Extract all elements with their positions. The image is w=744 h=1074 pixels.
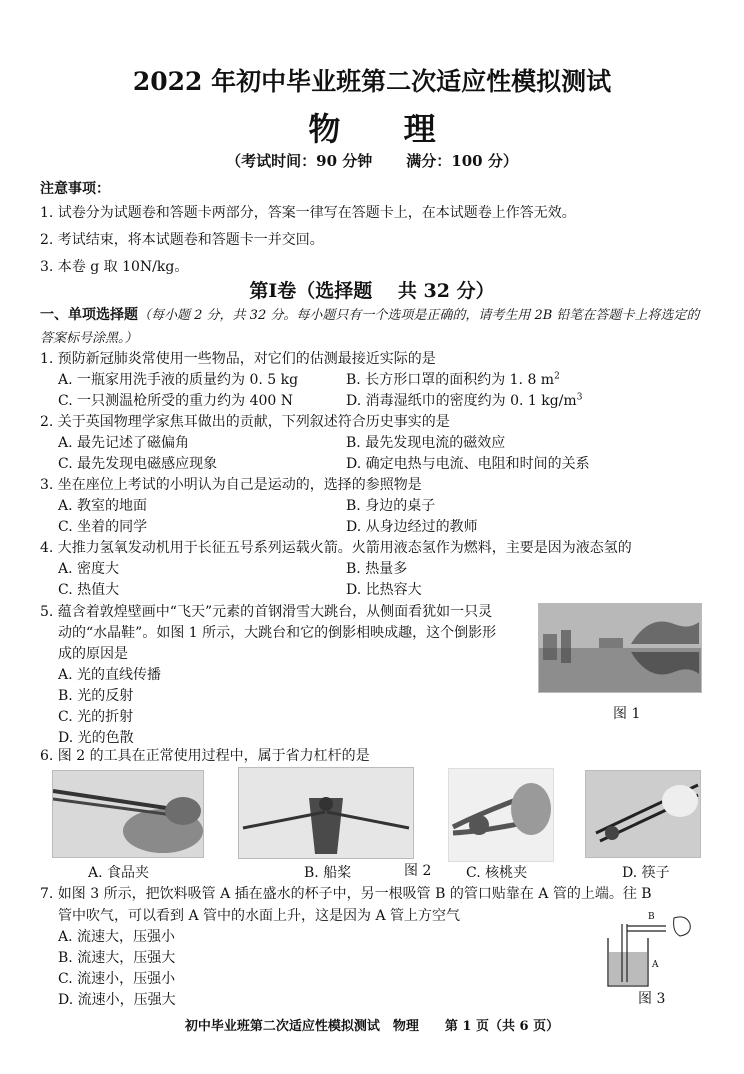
note-3: 3. 本卷 g 取 10N/kg。 (40, 259, 189, 275)
exam-info (0, 150, 744, 171)
question-5-stem-line-3: 成的原因是 (58, 646, 128, 662)
q7-option-c: C. 流速小，压强小 (58, 971, 176, 987)
figure-3-caption: 图 3 (638, 991, 666, 1007)
question-1-stem: 1. 预防新冠肺炎常使用一些物品，对它们的估测最接近实际的是 (40, 351, 436, 367)
note-1: 1. 试卷分为试题卷和答题卡两部分，答案一律写在答题卡上，在本试题卷上作答无效。 (40, 205, 576, 221)
q2-option-b: B. 最先发现电流的磁效应 (346, 435, 506, 451)
q1-option-c: C. 一只测温枪所受的重力约为 400 N (58, 393, 293, 409)
figure-2-caption: 图 2 (404, 863, 432, 879)
q6-option-d: D. 筷子 (622, 865, 670, 881)
q1-option-a: A. 一瓶家用洗手液的质量约为 0. 5 kg (58, 372, 299, 388)
section-instruction (40, 304, 704, 350)
q3-option-b: B. 身边的桌子 (346, 498, 436, 514)
exam-score: 满分：100 分） (406, 152, 518, 170)
question-5-stem-line-2: 动的“水晶鞋”。如图 1 所示，大跳台和它的倒影相映成趣，这个倒影形 (58, 625, 497, 641)
question-3-stem: 3. 坐在座位上考试的小明认为自己是运动的，选择的参照物是 (40, 477, 422, 493)
exam-title: 2022 年初中毕业班第二次适应性模拟测试 (132, 67, 612, 96)
q5-option-d: D. 光的色散 (58, 730, 134, 746)
q6-option-b: B. 船桨 (304, 865, 352, 881)
question-4-stem: 4. 大推力氢氧发动机用于长征五号系列运载火箭。火箭用液态氢作为燃料，主要是因为液态氢的 (40, 540, 632, 556)
question-7-stem-line-2: 管中吹气，可以看到 A 管中的水面上升，这是因为 A 管上方空气 (58, 908, 461, 924)
q5-option-c: C. 光的折射 (58, 709, 134, 725)
part-title: 第Ⅰ卷（选择题 共 32 分） (249, 280, 495, 302)
question-2-stem: 2. 关于英国物理学家焦耳做出的贡献，下列叙述符合历史事实的是 (40, 414, 450, 430)
question-7-stem-line-1: 7. 如图 3 所示，把饮料吸管 A 插在盛水的杯子中，另一根吸管 B 的管口贴靠在 A 管的上端。往 B (40, 886, 652, 902)
figure-1-ski-jump-photo (538, 603, 702, 693)
q3-option-a: A. 教室的地面 (58, 498, 148, 514)
page-footer: 初中毕业班第二次适应性模拟测试 物理 第 1 页（共 6 页） (184, 1019, 560, 1034)
q3-option-d: D. 从身边经过的教师 (346, 519, 478, 535)
q1-option-b: B. 长方形口罩的面积约为 1. 8 $m^2$ (346, 371, 560, 388)
figure-3-straw-diagram (600, 910, 700, 990)
q4-option-c: C. 热值大 (58, 582, 120, 598)
note-2: 2. 考试结束，将本试题卷和答题卡一并交回。 (40, 232, 324, 248)
notes-heading: 注意事项： (40, 181, 110, 197)
straw-b-label: B (648, 912, 655, 922)
figure-2d-chopsticks (585, 770, 701, 858)
q2-option-c: C. 最先发现电磁感应现象 (58, 456, 218, 472)
figure-2b-boat-oar (238, 767, 414, 859)
exam-time: （考试时间：90 分钟 (226, 152, 373, 170)
q3-option-c: C. 坐着的同学 (58, 519, 148, 535)
figure-2a-food-tongs (52, 770, 204, 858)
question-5-stem-line-1: 5. 蕴含着敦煌壁画中“飞天”元素的首钢滑雪大跳台，从侧面看犹如一只灵 (40, 604, 493, 620)
q4-option-d: D. 比热容大 (346, 582, 422, 598)
q5-option-b: B. 光的反射 (58, 688, 134, 704)
section-label: 一、单项选择题 (40, 307, 138, 323)
q7-option-a: A. 流速大，压强小 (58, 929, 176, 945)
section-note: （每小题 2 分，共 32 分。每小题只有一个选项是正确的，请考生用 2B 铅笔在答题卡上将选定的答案标号涂黑。） (40, 308, 700, 346)
q5-option-a: A. 光的直线传播 (58, 667, 162, 683)
question-6-stem: 6. 图 2 的工具在正常使用过程中，属于省力杠杆的是 (40, 748, 370, 764)
q4-option-b: B. 热量多 (346, 561, 408, 577)
q4-option-a: A. 密度大 (58, 561, 120, 577)
q1-option-d: D. 消毒湿纸巾的密度约为 0. 1 $kg/m^3$ (346, 392, 583, 409)
q2-option-a: A. 最先记述了磁偏角 (58, 435, 190, 451)
straw-a-label: A (652, 960, 659, 970)
exam-subject: 物 理 (308, 110, 462, 148)
q6-option-a: A. 食品夹 (88, 865, 150, 881)
q7-option-d: D. 流速小，压强大 (58, 992, 176, 1008)
q6-option-c: C. 核桃夹 (466, 865, 528, 881)
q7-option-b: B. 流速大，压强大 (58, 950, 176, 966)
q2-option-d: D. 确定电热与电流、电阻和时间的关系 (346, 456, 590, 472)
figure-2c-nutcracker (448, 768, 554, 862)
figure-1-caption: 图 1 (613, 706, 641, 722)
